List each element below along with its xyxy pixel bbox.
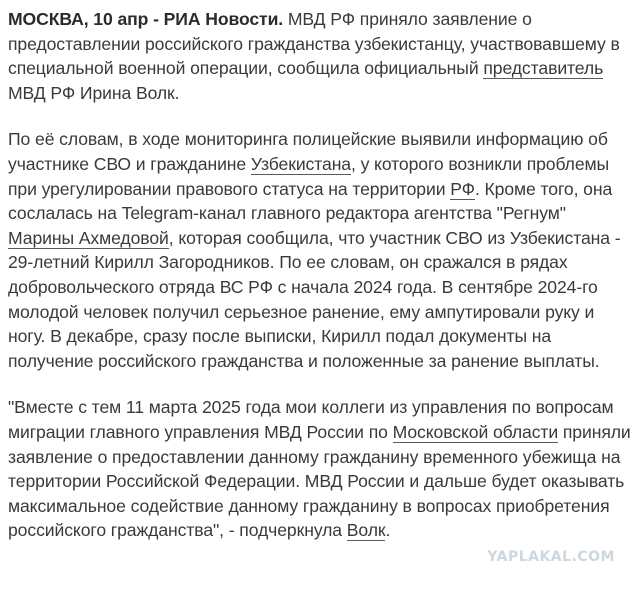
text-segment: , которая сообщила, что участник СВО из Узбекистана - 29-летний Кирилл Загородников. По ее словам, он сражался в рядах добровольческого отряда ВС РФ с начала 2024 года. В сентябре 2024-го молодой человек получил серьезное ранение, ему ампутировали руку и ногу. В декабре, сразу после выписки, Кирилл подал документы на получение российского гражданства и положенные за ранение выплаты. bbox=[8, 227, 621, 371]
link-rf[interactable]: РФ bbox=[450, 178, 475, 199]
text-segment: МВД РФ приняло заявление о предоставлении российского гражданства узбекистанцу, участвовавшему в специальной военной операции, сообщила официальный bbox=[8, 9, 620, 79]
text-segment: По её словам, в ходе мониторинга полицейские выявили информацию об участнике СВО и гражданине bbox=[8, 129, 608, 174]
paragraph-3 bbox=[8, 395, 632, 543]
link-representative[interactable]: представитель bbox=[483, 58, 604, 79]
text-segment: приняли заявление о предоставлении данному гражданину временного убежища на территории Российской Федерации. МВД России и дальше будет оказывать максимальное содействие данному гражданину в вопросах приобретения российского гражданства", - подчеркнула bbox=[8, 421, 631, 541]
link-volk[interactable]: Волк bbox=[346, 520, 386, 541]
text-segment: "Вместе с тем 11 марта 2025 года мои коллеги из управления по вопросам миграции главного управления МВД России по bbox=[8, 397, 614, 442]
text-segment: . Кроме того, она сослалась на Telegram-канал главного редактора агентства "Регнум" bbox=[8, 178, 613, 224]
text-segment: , у которого возникли проблемы при урегулировании правового статуса на территории bbox=[8, 153, 610, 199]
dateline: МОСКВА, 10 апр - РИА Новости. bbox=[8, 9, 284, 29]
watermark-logo: YAPLAKAL.COM bbox=[487, 549, 615, 565]
link-moscow-oblast[interactable]: Московской области bbox=[392, 421, 559, 442]
article-body bbox=[8, 7, 632, 565]
link-uzbekistan[interactable]: Узбекистана bbox=[250, 153, 351, 174]
link-marina-akhmedova[interactable]: Марины Ахмедовой bbox=[8, 227, 169, 248]
paragraph-1 bbox=[8, 7, 632, 105]
text-segment: МВД РФ Ирина Волк. bbox=[8, 82, 180, 103]
paragraph-2 bbox=[8, 127, 632, 373]
text-segment: . bbox=[385, 520, 391, 541]
